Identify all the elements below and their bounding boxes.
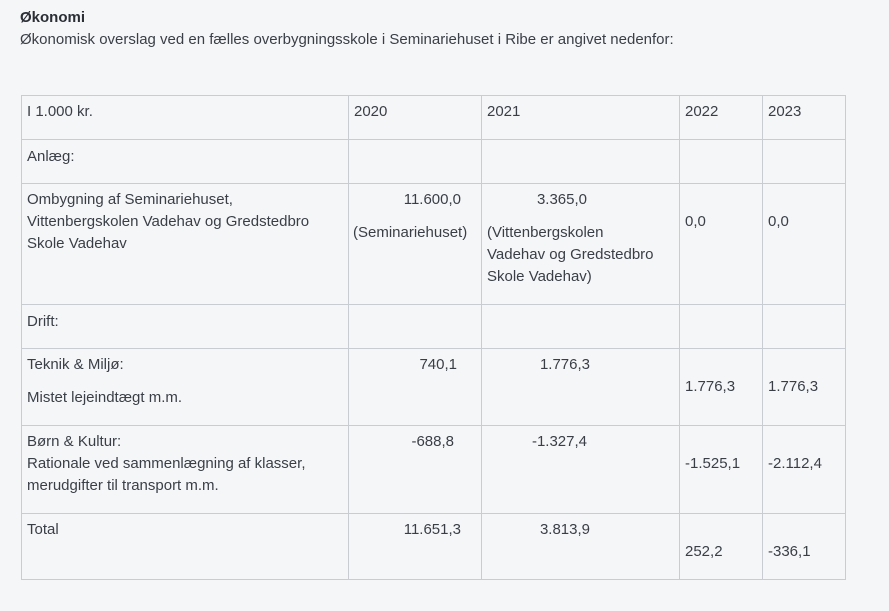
value-cell-2020 <box>349 426 482 514</box>
value-cell-2020 <box>349 184 482 305</box>
value-cell-2023 <box>763 349 846 426</box>
teknik-2023-value: 1.776,3 <box>768 378 819 395</box>
value-cell-2021 <box>482 184 680 305</box>
born-label: Børn & Kultur: <box>27 433 122 450</box>
table-row-total <box>22 514 846 580</box>
table-row <box>22 305 846 349</box>
total-2023-value: -336,1 <box>768 543 811 560</box>
value-cell-2020 <box>349 514 482 580</box>
section-heading: Økonomi <box>20 9 86 26</box>
ombygning-label-line2: Vittenbergskolen Vadehav og Gredstedbro <box>27 213 310 230</box>
total-label: Total <box>27 521 59 538</box>
row-label-cell <box>22 426 349 514</box>
table-row <box>22 184 846 305</box>
ombygning-2020-value: 11.600,0 <box>403 191 461 208</box>
ombygning-2021-value: 3.365,0 <box>536 191 587 208</box>
header-cell-2022 <box>680 96 763 140</box>
total-2021-value: 3.813,9 <box>539 521 590 538</box>
table-header-row <box>22 96 846 140</box>
header-year-2023: 2023 <box>768 103 802 120</box>
ombygning-2023-value: 0,0 <box>768 213 789 230</box>
value-cell-2022 <box>680 514 763 580</box>
row-label-cell <box>22 514 349 580</box>
table-row <box>22 349 846 426</box>
header-year-2021: 2021 <box>487 103 521 120</box>
value-cell-2023 <box>763 514 846 580</box>
value-cell-2022 <box>680 184 763 305</box>
header-cell-label <box>22 96 349 140</box>
teknik-label: Teknik & Miljø: <box>27 356 124 373</box>
born-2021-value: -1.327,4 <box>531 433 587 450</box>
row-label-cell <box>22 349 349 426</box>
value-cell-2023 <box>763 184 846 305</box>
born-2023-value: -2.112,4 <box>768 455 822 472</box>
header-cell-2021 <box>482 96 680 140</box>
intro-text: Økonomisk overslag ved en fælles overbygningsskole i Seminariehuset i Ribe er angivet nedenfor: <box>20 31 674 48</box>
budget-table <box>21 95 846 580</box>
born-sublabel-line1: Rationale ved sammenlægning af klasser, <box>27 455 306 472</box>
value-cell-2021 <box>482 426 680 514</box>
ombygning-2022-value: 0,0 <box>685 213 706 230</box>
total-2020-value: 11.651,3 <box>403 521 461 538</box>
anlaeg-label: Anlæg: <box>27 148 75 165</box>
row-label-cell <box>22 184 349 305</box>
header-year-2022: 2022 <box>685 103 719 120</box>
value-cell-2022 <box>680 426 763 514</box>
header-cell-2020 <box>349 96 482 140</box>
ombygning-label-line3: Skole Vadehav <box>27 235 127 252</box>
value-cell-2021 <box>482 514 680 580</box>
value-cell-2020 <box>349 349 482 426</box>
born-2022-value: -1.525,1 <box>685 455 741 472</box>
value-cell-2022 <box>680 349 763 426</box>
row-label-cell <box>22 305 349 349</box>
table-row <box>22 426 846 514</box>
header-unit-label: I 1.000 kr. <box>27 103 93 120</box>
value-cell-2021 <box>482 349 680 426</box>
teknik-2021-value: 1.776,3 <box>539 356 590 373</box>
row-label-cell <box>22 140 349 184</box>
header-year-2020: 2020 <box>354 103 388 120</box>
ombygning-label-line1: Ombygning af Seminariehuset, <box>27 191 233 208</box>
total-2022-value: 252,2 <box>685 543 723 560</box>
ombygning-2021-note-line1: (Vittenbergskolen <box>487 224 604 241</box>
teknik-2020-value: 740,1 <box>419 356 457 373</box>
teknik-2022-value: 1.776,3 <box>685 378 736 395</box>
teknik-sublabel: Mistet lejeindtægt m.m. <box>27 389 183 406</box>
born-sublabel-line2: merudgifter til transport m.m. <box>27 477 219 494</box>
born-2020-value: -688,8 <box>411 433 454 450</box>
drift-label: Drift: <box>27 313 59 330</box>
table-row <box>22 140 846 184</box>
ombygning-2021-note-line3: Skole Vadehav) <box>487 268 592 285</box>
ombygning-2021-note-line2: Vadehav og Gredstedbro <box>487 246 654 263</box>
header-cell-2023 <box>763 96 846 140</box>
value-cell-2023 <box>763 426 846 514</box>
ombygning-2020-note: (Seminariehuset) <box>353 224 468 241</box>
